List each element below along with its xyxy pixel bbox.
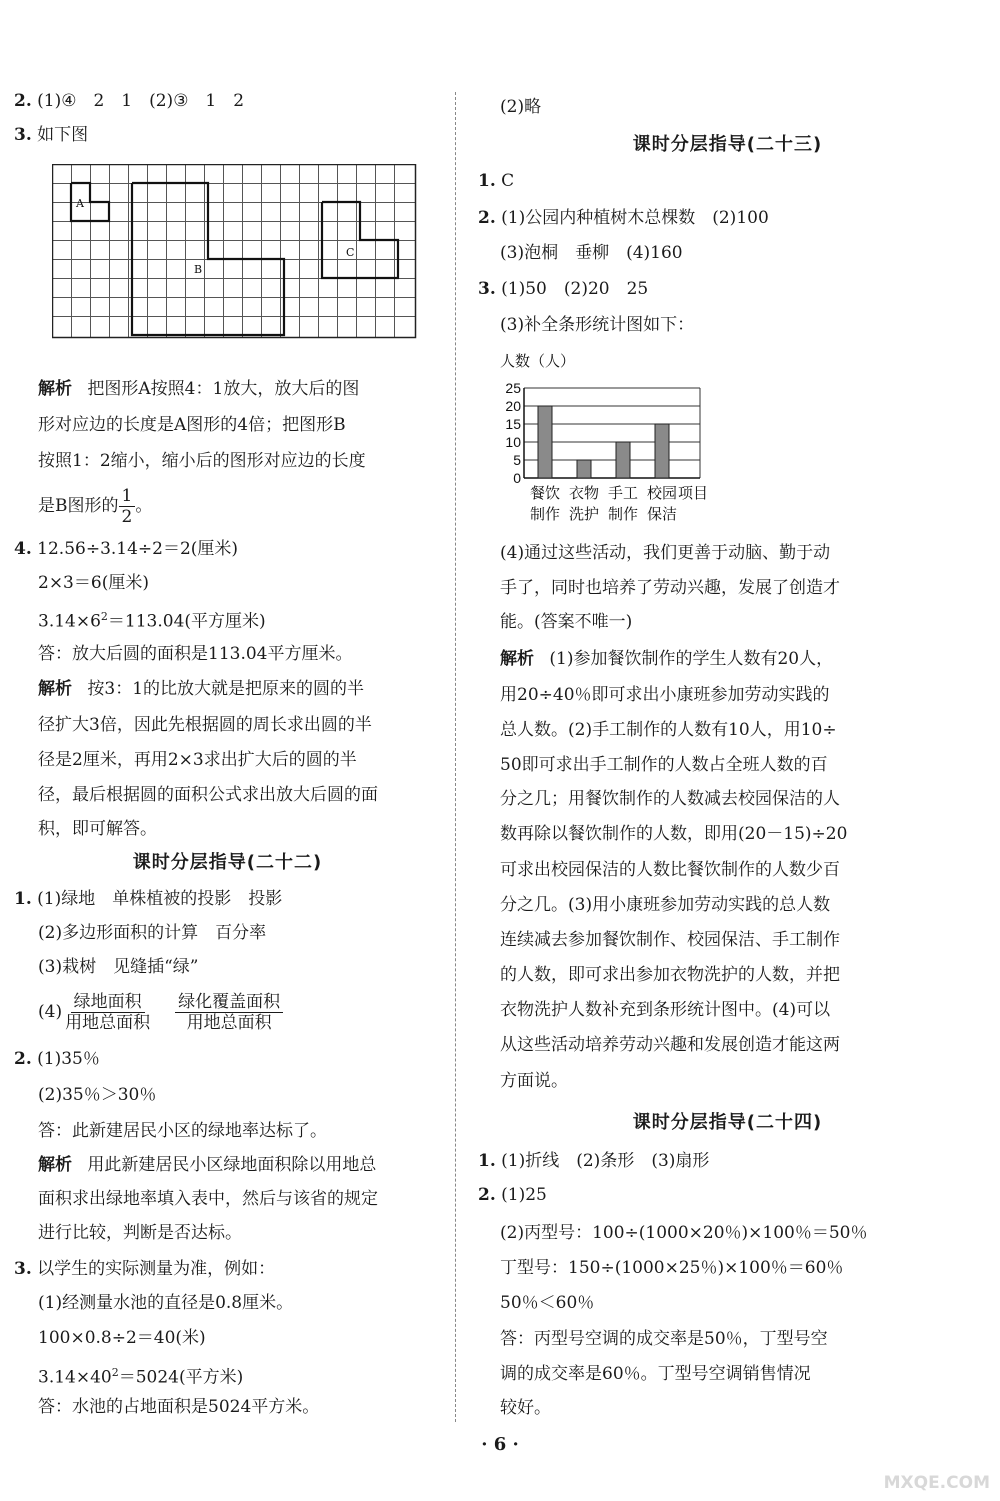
answer-text: (4)	[38, 1002, 63, 1022]
q4-answer: 答：放大后圆的面积是113.04平方厘米。	[38, 644, 353, 664]
q2-text: (1)④ 2 1 (2)③ 1 2	[37, 91, 245, 111]
q3-text: 如下图	[37, 125, 89, 145]
answer-text: 以学生的实际测量为准，例如：	[37, 1259, 276, 1279]
x-category-label: 手工	[607, 485, 639, 502]
sec24-q2-line-2: (2)丙型号：100÷(1000×20％)×100％＝50％	[500, 1223, 868, 1243]
y-tick-label: 20	[505, 398, 521, 414]
q4-analysis-line-1	[38, 678, 364, 700]
question-number: 2.	[478, 1185, 496, 1205]
sec24-q1	[478, 1150, 709, 1172]
analysis-text: 是B图形的	[38, 496, 119, 516]
sec22-q3-line-1	[14, 1258, 275, 1280]
sec23-analysis-line-11: 衣物洗护人数补充到条形统计图中。(4)可以	[500, 1000, 831, 1020]
exponent: 2	[111, 1366, 119, 1379]
sec22-q2-answer: 答：此新建居民小区的绿地率达标了。	[38, 1121, 327, 1141]
x-category-label: 衣物	[568, 485, 600, 502]
q3-analysis-line-4	[38, 484, 152, 528]
section-title-23: 课时分层指导(二十三)	[632, 134, 823, 155]
q4-text: 12.56÷3.14÷2＝2(厘米)	[37, 539, 239, 559]
label-b: B	[194, 263, 203, 276]
sec22-q2-analysis-3: 进行比较，判断是否达标。	[38, 1223, 242, 1243]
sec23-q2-line-2: (3)泡桐 垂柳 (4)160	[500, 243, 683, 263]
y-tick-label: 15	[505, 416, 521, 432]
column-divider	[455, 92, 456, 1422]
sec23-analysis-line-1	[500, 648, 833, 670]
fraction-denominator: 2	[121, 507, 133, 527]
answer-text: (1)公园内种植树木总棵数 (2)100	[501, 208, 769, 228]
answer-text: 3.14×40	[38, 1367, 112, 1388]
fraction-half	[119, 486, 136, 527]
answer-text: (1)折线 (2)条形 (3)扇形	[501, 1151, 710, 1171]
exponent: 2	[100, 610, 108, 623]
label-a: A	[76, 197, 84, 210]
bar	[616, 442, 630, 478]
sec22-q1-line-4	[38, 990, 283, 1034]
q4-analysis-line-2: 径扩大3倍，因此先根据圆的周长求出圆的半	[38, 715, 372, 735]
sec23-analysis-line-6: 数再除以餐饮制作的人数，即用(20－15)÷20	[500, 824, 848, 844]
sec23-analysis-line-7: 可求出校园保洁的人数比餐饮制作的人数少百	[500, 860, 840, 880]
q4-analysis-line-4: 径，最后根据圆的面积公式求出放大后圆的面	[38, 785, 378, 805]
y-tick-label: 5	[513, 452, 521, 468]
sec24-q2-line-3: 丁型号：150÷(1000×25％)×100％＝60％	[500, 1258, 844, 1278]
answer-text: (1)35％	[37, 1049, 100, 1069]
x-category-label: 餐饮	[529, 485, 561, 502]
sec22-q1-line-2: (2)多边形面积的计算 百分率	[38, 923, 267, 943]
sec24-q2-answer-3: 较好。	[500, 1398, 551, 1418]
question-number: 1.	[14, 889, 32, 909]
sec23-q1	[478, 170, 514, 192]
q4-line-1	[14, 538, 238, 560]
fraction-numerator: 绿化覆盖面积	[175, 992, 283, 1013]
sec23-analysis-line-2: 用20÷40％即可求出小康班参加劳动实践的	[500, 685, 830, 705]
sec23-analysis-line-12: 从这些活动培养劳动兴趣和发展创造才能这两	[500, 1035, 840, 1055]
analysis-text: 用此新建居民小区绿地面积除以用地总	[87, 1155, 377, 1175]
answer-text: (1)25	[501, 1185, 547, 1205]
y-tick-label: 0	[513, 470, 521, 486]
fraction-green-area	[62, 992, 153, 1033]
prev-answer-note: (2)略	[500, 97, 542, 117]
analysis-text: 按3：1的比放大就是把原来的圆的半	[87, 679, 365, 699]
question-number: 1.	[478, 171, 496, 191]
answer-text: C	[501, 171, 515, 191]
y-tick-label: 10	[505, 434, 521, 450]
analysis-label: 解析	[38, 1155, 72, 1175]
sec23-analysis-line-13: 方面说。	[500, 1071, 568, 1091]
sec22-q3-answer: 答：水池的占地面积是5024平方米。	[38, 1397, 320, 1417]
sec22-q3-line-4	[38, 1362, 243, 1389]
sec23-q3-line-4: 手了，同时也培养了劳动兴趣，发展了创造才	[500, 578, 840, 598]
question-number: 2.	[14, 1049, 32, 1069]
sec23-analysis-line-4: 50即可求出手工制作的人数占全班人数的百	[500, 755, 828, 775]
analysis-text: 把图形A按照4：1放大，放大后的图	[87, 379, 360, 399]
label-c: C	[346, 246, 355, 259]
bar-chart	[500, 344, 740, 526]
analysis-text: (1)参加餐饮制作的学生人数有20人，	[549, 649, 834, 669]
sec24-q2-line-1	[478, 1184, 547, 1206]
question-number: 3.	[478, 279, 496, 299]
x-category-label: 洗护	[568, 506, 600, 523]
q2-number: 2.	[14, 91, 32, 111]
analysis-text: 。	[135, 496, 153, 516]
sec23-q3-line-3: (4)通过这些活动，我们更善于动脑、勤于动	[500, 543, 831, 563]
sec23-q2-line-1	[478, 207, 769, 229]
q4-line-3	[38, 606, 266, 633]
question-number: 1.	[478, 1151, 496, 1171]
bar	[655, 424, 669, 478]
question-number: 3.	[14, 1259, 32, 1279]
sec23-analysis-line-5: 分之几；用餐饮制作的人数减去校园保洁的人	[500, 789, 840, 809]
sec23-analysis-line-10: 的人数，即可求出参加衣物洗护的人数，并把	[500, 965, 840, 985]
answer-text: (1)50 (2)20 25	[501, 279, 649, 299]
q4-analysis-line-5: 积，即可解答。	[38, 819, 157, 839]
fraction-cover-area	[175, 992, 283, 1033]
sec22-q3-line-2: (1)经测量水池的直径是0.8厘米。	[38, 1293, 294, 1313]
fraction-numerator: 绿地面积	[71, 992, 145, 1013]
q3-answer	[14, 124, 88, 146]
sec23-q3-line-1	[478, 278, 648, 300]
sec23-analysis-line-3: 总人数。(2)手工制作的人数有10人，用10÷	[500, 720, 837, 740]
bar	[538, 406, 552, 478]
page-number: · 6 ·	[481, 1434, 519, 1455]
x-category-label: 校园	[646, 485, 678, 502]
q4-analysis-line-3: 径是2厘米，再用2×3求出扩大后的圆的半	[38, 750, 357, 770]
q2-answer	[14, 90, 244, 112]
watermark: MXQE.COM	[883, 1473, 990, 1493]
sec24-q2-line-4: 50％＜60％	[500, 1293, 595, 1313]
q4-number: 4.	[14, 539, 32, 559]
sec23-q3-line-2: (3)补全条形统计图如下：	[500, 315, 695, 335]
q3-analysis-line-2: 形对应边的长度是A图形的4倍；把图形B	[38, 415, 346, 435]
question-number: 2.	[478, 208, 496, 228]
sec22-q2-line-2: (2)35％＞30％	[38, 1085, 157, 1105]
fraction-numerator: 1	[119, 486, 136, 507]
y-axis-label: 人数（人）	[500, 353, 576, 370]
fraction-denominator: 用地总面积	[65, 1013, 151, 1033]
x-category-label: 制作	[607, 506, 639, 523]
sec22-q2-analysis-2: 面积求出绿地率填入表中，然后与该省的规定	[38, 1189, 378, 1209]
answer-text: ＝5024(平方米)	[118, 1367, 244, 1388]
x-axis-label: 项目	[678, 485, 709, 502]
sec22-q1-line-1	[14, 888, 282, 910]
sec23-analysis-line-8: 分之几。(3)用小康班参加劳动实践的总人数	[500, 895, 831, 915]
sec22-q2-analysis-1	[38, 1154, 376, 1176]
section-title-24: 课时分层指导(二十四)	[632, 1112, 823, 1133]
answer-text: (1)绿地 单株植被的投影 投影	[37, 889, 283, 909]
sec22-q2-line-1	[14, 1048, 100, 1070]
x-category-label: 制作	[529, 506, 561, 523]
bar	[577, 460, 591, 478]
sec24-q2-answer-2: 调的成交率是60％。丁型号空调销售情况	[500, 1364, 811, 1384]
sec23-q3-line-5: 能。(答案不唯一)	[500, 612, 633, 632]
q4-line-2: 2×3＝6(厘米)	[38, 573, 149, 593]
q3-analysis-line-1	[38, 378, 359, 400]
q4-text: 3.14×6	[38, 611, 101, 632]
sec22-q1-line-3: (3)栽树 见缝插“绿”	[38, 957, 199, 977]
q3-analysis-line-3: 按照1：2缩小，缩小后的图形对应边的长度	[38, 451, 366, 471]
grid-figure	[52, 164, 417, 339]
sec24-q2-answer-1: 答：丙型号空调的成交率是50％，丁型号空	[500, 1329, 828, 1349]
sec23-analysis-line-9: 连续减去参加餐饮制作、校园保洁、手工制作	[500, 930, 840, 950]
fraction-denominator: 用地总面积	[186, 1013, 272, 1033]
sec22-q3-line-3: 100×0.8÷2＝40(米)	[38, 1328, 206, 1348]
analysis-label: 解析	[38, 679, 72, 699]
x-category-label: 保洁	[646, 506, 678, 523]
q3-number: 3.	[14, 125, 32, 145]
section-title-22: 课时分层指导(二十二)	[132, 852, 323, 873]
analysis-label: 解析	[500, 649, 534, 669]
y-tick-label: 25	[505, 380, 521, 396]
analysis-label: 解析	[38, 379, 72, 399]
q4-text: ＝113.04(平方厘米)	[107, 611, 266, 632]
